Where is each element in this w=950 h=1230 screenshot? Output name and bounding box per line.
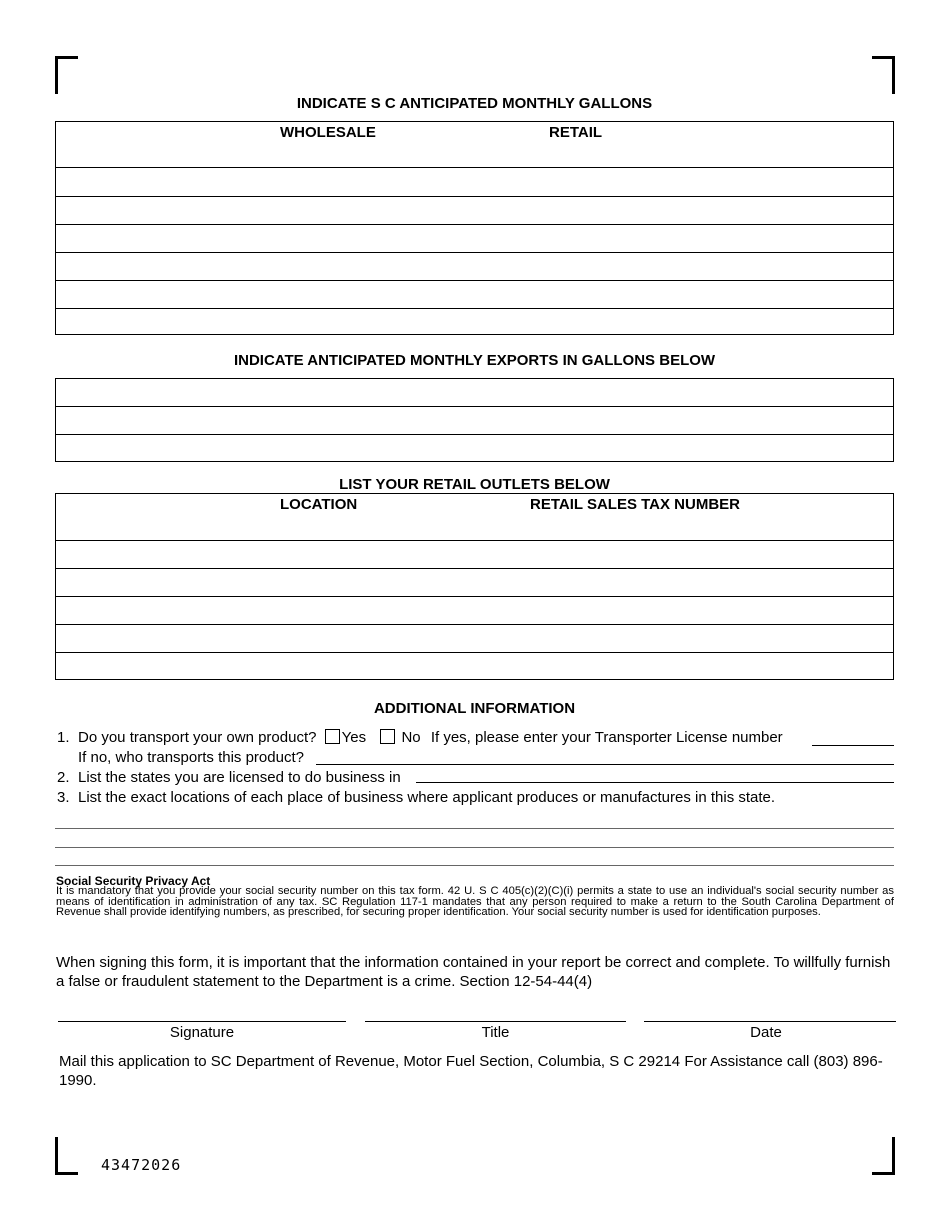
transporter-name-field[interactable] bbox=[316, 764, 894, 765]
transporter-license-field[interactable] bbox=[812, 745, 894, 746]
corner-mark-bottom-right bbox=[872, 1137, 895, 1175]
table-divider bbox=[56, 252, 893, 253]
corner-mark-top-left bbox=[55, 56, 78, 94]
tax-number-column-header: RETAIL SALES TAX NUMBER bbox=[530, 496, 741, 513]
table-divider bbox=[56, 652, 893, 653]
license-prompt: If yes, please enter your Transporter License number bbox=[430, 729, 783, 746]
mail-instructions: Mail this application to SC Department of Revenue, Motor Fuel Section, Columbia, S C 29214 For Assistance call (803) 896-1990. bbox=[59, 1053, 883, 1089]
exports-input-row[interactable] bbox=[56, 435, 893, 462]
question-1-followup: If no, who transports this product? bbox=[78, 749, 304, 766]
no-label: No bbox=[401, 729, 421, 746]
outlets-table bbox=[55, 493, 894, 680]
table-divider bbox=[56, 596, 893, 597]
business-location-line[interactable] bbox=[55, 865, 894, 866]
exports-input-row[interactable] bbox=[56, 407, 893, 434]
gallons-input-row[interactable] bbox=[56, 169, 893, 196]
table-divider bbox=[56, 280, 893, 281]
table-divider bbox=[56, 167, 893, 168]
privacy-act-title: Social Security Privacy Act bbox=[56, 874, 211, 888]
outlet-input-row[interactable] bbox=[56, 653, 893, 680]
question-2-text: List the states you are licensed to do business in bbox=[78, 769, 401, 786]
outlet-input-row[interactable] bbox=[56, 625, 893, 652]
table-divider bbox=[56, 308, 893, 309]
privacy-act-body: It is mandatory that you provide your social security number on this tax form. 42 U. S C 405(c)(2)(C)(i) permits a state to use an individual's social security number as means of identification in administration of any tax. SC Regulation 117-1 mandates that any person required to make a return to the South Carolina Department of Revenue shall provide identifying numbers, as prescribed, for securing proper identification. Your social security number is used for identification purposes. bbox=[56, 885, 894, 918]
gallons-section-title: INDICATE S C ANTICIPATED MONTHLY GALLONS bbox=[296, 95, 653, 112]
table-divider bbox=[56, 434, 893, 435]
yes-label: Yes bbox=[341, 729, 367, 746]
corner-mark-bottom-left bbox=[55, 1137, 78, 1175]
retail-column-header: RETAIL bbox=[549, 124, 603, 141]
exports-table bbox=[55, 378, 894, 462]
gallons-table bbox=[55, 121, 894, 335]
exports-section-title: INDICATE ANTICIPATED MONTHLY EXPORTS IN GALLONS BELOW bbox=[233, 352, 716, 369]
table-divider bbox=[56, 196, 893, 197]
question-1-text bbox=[78, 729, 783, 746]
business-location-line[interactable] bbox=[55, 828, 894, 829]
form-code: 43472026 bbox=[101, 1156, 182, 1174]
table-divider bbox=[56, 224, 893, 225]
date-field[interactable] bbox=[644, 1021, 896, 1022]
outlet-input-row[interactable] bbox=[56, 597, 893, 624]
business-location-line[interactable] bbox=[55, 847, 894, 848]
outlet-input-row[interactable] bbox=[56, 569, 893, 596]
signature-label: Signature bbox=[169, 1024, 235, 1041]
gallons-input-row[interactable] bbox=[56, 309, 893, 336]
gallons-input-row[interactable] bbox=[56, 253, 893, 280]
wholesale-column-header: WHOLESALE bbox=[280, 124, 376, 141]
question-1-number: 1. bbox=[57, 729, 70, 746]
gallons-input-row[interactable] bbox=[56, 281, 893, 308]
question-3-number: 3. bbox=[57, 789, 70, 806]
corner-mark-top-right bbox=[872, 56, 895, 94]
outlets-section-title: LIST YOUR RETAIL OUTLETS BELOW bbox=[339, 476, 610, 493]
table-divider bbox=[56, 624, 893, 625]
licensed-states-field[interactable] bbox=[416, 782, 894, 783]
question-2-number: 2. bbox=[57, 769, 70, 786]
signature-field[interactable] bbox=[58, 1021, 346, 1022]
outlet-input-row[interactable] bbox=[56, 541, 893, 568]
exports-input-row[interactable] bbox=[56, 379, 893, 406]
gallons-input-row[interactable] bbox=[56, 197, 893, 224]
table-divider bbox=[56, 568, 893, 569]
table-divider bbox=[56, 406, 893, 407]
attestation-statement: When signing this form, it is important that the information contained in your report be correct and complete. To willfully furnish a false or fraudulent statement to the Department is a crime. Section 12-54-44(4) bbox=[56, 954, 891, 990]
yes-checkbox[interactable] bbox=[325, 729, 340, 744]
table-divider bbox=[56, 540, 893, 541]
additional-info-title: ADDITIONAL INFORMATION bbox=[373, 700, 576, 717]
location-column-header: LOCATION bbox=[280, 496, 358, 513]
date-label: Date bbox=[750, 1024, 782, 1041]
title-label: Title bbox=[481, 1024, 510, 1041]
question-3-text: List the exact locations of each place of business where applicant produces or manufactures in this state. bbox=[78, 789, 776, 806]
gallons-input-row[interactable] bbox=[56, 225, 893, 252]
transport-question: Do you transport your own product? bbox=[78, 729, 317, 746]
title-field[interactable] bbox=[365, 1021, 626, 1022]
no-checkbox[interactable] bbox=[380, 729, 395, 744]
